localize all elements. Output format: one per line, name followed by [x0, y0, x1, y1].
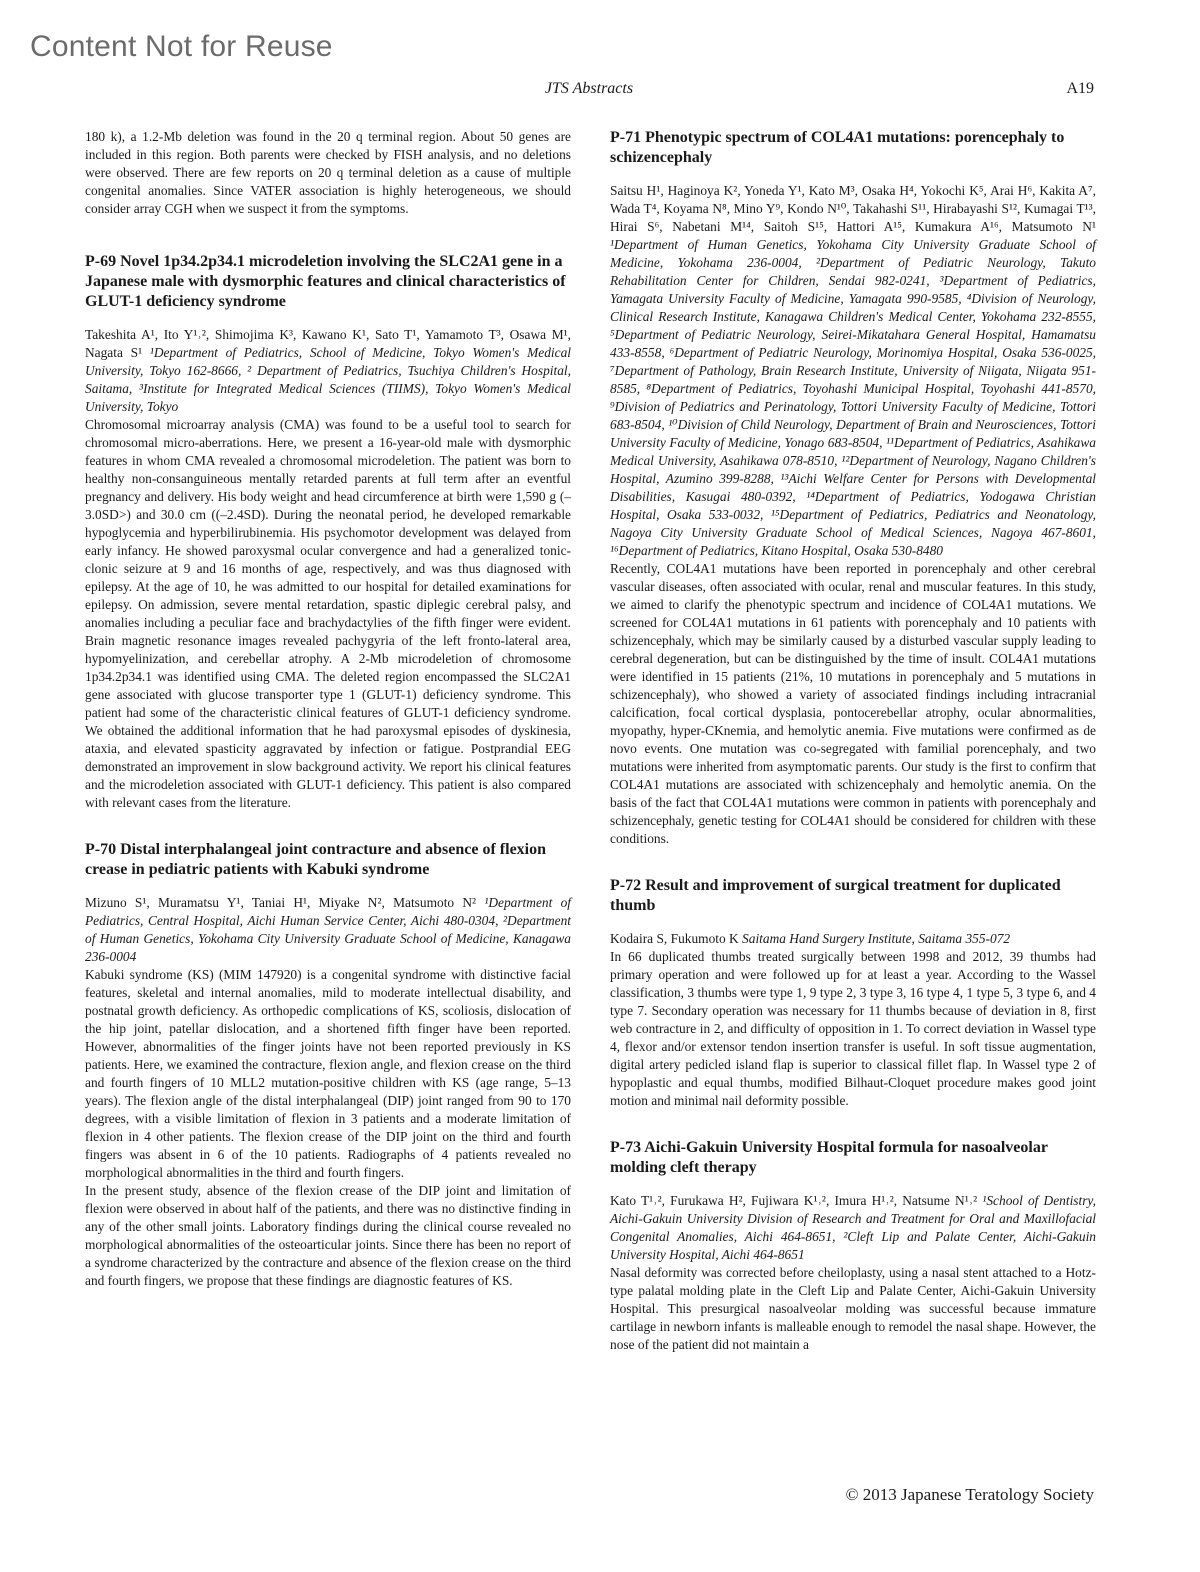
affiliation-list: ¹School of Dentistry, Aichi-Gakuin University Division of Research and Treatment for Oral and Maxillofacial Congenital Anomalies, Aichi 464-8651, ²Cleft Lip and Palate Center, Aichi-Gakuin University Hospital, Aichi 464-8651 [610, 1193, 1096, 1262]
abstract-body: Recently, COL4A1 mutations have been reported in porencephaly and other cerebral vascular diseases, often associated with ocular, renal and muscular features. In this study, we aimed to clarify the phenotypic spectrum and incidence of COL4A1 mutations. We screened for COL4A1 mutations in 61 patients with porencephaly and 10 patients with schizencephaly, which may be similarly caused by a disturbed vascular supply leading to cerebral degeneration, but can be distinguished by the time of insult. COL4A1 mutations were identified in 15 patients (21%, 10 mutations in porencephaly and 5 mutations in schizencephaly), who showed a variety of associated findings including intracranial calcification, focal cortical dysplasia, pontocerebellar atrophy, ocular abnormalities, myopathy, hyper-CKnemia, and hemolytic anemia. Five mutations were confirmed as de novo events. One mutation was co-segregated with familial porencephaly, and two mutations were inherited from asymptomatic parents. Our study is the first to confirm that COL4A1 mutations are associated with schizencephaly and hemolytic anemia. On the basis of the fact that COL4A1 mutations were common in patients with porencephaly and schizencephaly, genetic testing for COL4A1 should be considered for children with these conditions. [610, 561, 1096, 846]
running-header-journal: JTS Abstracts [544, 80, 634, 97]
abstract-p69 [85, 252, 571, 812]
author-list: Kodaira S, Fukumoto K [610, 931, 743, 946]
abstract-p71 [610, 128, 1096, 848]
abstract-authors [610, 1192, 1096, 1264]
affiliation-list: ¹Department of Pediatrics, Central Hospital, Aichi Human Service Center, Aichi 480-0304, ²Department of Human Genetics, Yokohama City University Graduate School of Medicine, Kanagawa 236-0004 [85, 895, 571, 964]
abstract-p73 [610, 1138, 1096, 1354]
abstract-authors [85, 326, 571, 416]
abstract-title: P-70 Distal interphalangeal joint contracture and absence of flexion crease in pediatric patients with Kabuki syndrome [85, 841, 547, 878]
abstract-p70 [85, 840, 571, 1290]
continued-abstract-text: 180 k), a 1.2-Mb deletion was found in the 20 q terminal region. About 50 genes are included in this region. Both parents were checked by FISH analysis, and no deletions were observed. There are few reports on 20 q terminal deletion as a cause of multiple congenital anomalies. Since VATER association is highly heterogeneous, we should consider array CGH when we suspect it from the symptoms. [85, 129, 571, 216]
page-number: A19 [1066, 80, 1094, 97]
abstract-title: P-72 Result and improvement of surgical treatment for duplicated thumb [610, 877, 1061, 914]
author-list: Mizuno S¹, Muramatsu Y¹, Taniai H¹, Miyake N², Matsumoto N² [85, 895, 485, 910]
abstract-title: P-69 Novel 1p34.2p34.1 microdeletion involving the SLC2A1 gene in a Japanese male with dysmorphic features and clinical characteristics of GLUT-1 deficiency syndrome [85, 253, 566, 310]
author-list: Takeshita A¹, Ito Y¹˒², Shimojima K³, Kawano K¹, Sato T¹, Yamamoto T³, Osawa M¹, Nagata S¹ [85, 327, 571, 360]
abstract-p72 [610, 876, 1096, 1110]
abstract-authors [610, 930, 1096, 948]
left-column [85, 128, 571, 1290]
right-column [610, 128, 1096, 1354]
abstract-body: Chromosomal microarray analysis (CMA) was found to be a useful tool to search for chromosomal micro-aberrations. Here, we present a 16-year-old male with dysmorphic features in whom CMA revealed a chromosomal microdeletion. The patient was born to healthy non-consanguineous mentally retarded parents at full term after an eventful pregnancy and delivery. His body weight and head circumference at birth were 1,590 g (–3.0SD>) and 30.0 cm ((–2.4SD). During the neonatal period, he developed remarkable hypoglycemia and hyperbilirubinemia. His psychomotor development was delayed from early infancy. He showed paroxysmal ocular convergence and had a generalized tonic-clonic seizure at 9 and 16 months of age, respectively, and was thus diagnosed with epilepsy. At the age of 10, he was admitted to our hospital for detailed examinations for epilepsy. On admission, severe mental retardation, spastic diplegic cerebral palsy, and anomalies including a peculiar face and brachydactylies of the fifth finger were evident. Brain magnetic resonance images revealed pachygyria of the left fronto-lateral area, hypomyelinization, and cerebellar atrophy. A 2-Mb microdeletion of chromosome 1p34.2p34.1 was identified using CMA. The deleted region encompassed the SLC2A1 gene associated with glucose transporter type 1 (GLUT-1) deficiency syndrome. This patient had some of the characteristic clinical features of GLUT-1 deficiency syndrome. We obtained the additional information that he had paroxysmal episodes of dyskinesia, ataxia, and elevated spasticity aggravated by infection or fatigue. Postprandial EEG demonstrated an improvement in slow background activity. We report his clinical features and the microdeletion associated with GLUT-1 deficiency. This patient is also compared with relevant cases from the literature. [85, 417, 571, 810]
author-list: Saitsu H¹, Haginoya K², Yoneda Y¹, Kato M³, Osaka H⁴, Yokochi K⁵, Arai H⁶, Kakita A⁷, Wada T⁴, Koyama N⁸, Mino Y⁹, Kondo N¹⁰, Takahashi S¹¹, Hirabayashi S¹², Kumagai T¹³, Hirai S⁶, Nabetani M¹⁴, Saitoh S¹⁵, Hattori A¹⁵, Kumakura A¹⁶, Matsumoto N¹ [610, 183, 1096, 234]
author-list: Kato T¹˒², Furukawa H², Fujiwara K¹˒², Imura H¹˒², Natsume N¹˒² [610, 1193, 983, 1208]
copyright-footer: © 2013 Japanese Teratology Society [845, 1485, 1094, 1504]
abstract-title: P-71 Phenotypic spectrum of COL4A1 mutations: porencephaly to schizencephaly [610, 129, 1065, 166]
abstract-authors [85, 894, 571, 966]
abstract-body: Nasal deformity was corrected before cheiloplasty, using a nasal stent attached to a Hotz-type palatal molding plate in the Cleft Lip and Palate Center, Aichi-Gakuin University Hospital. This presurgical nasoalveolar molding was successful because immature cartilage in newborn infants is malleable enough to remodel the nasal shape. However, the nose of the patient did not maintain a [610, 1265, 1096, 1352]
abstract-body-continued: In the present study, absence of the flexion crease of the DIP joint and limitation of flexion were observed in about half of the patients, and there was no distinctive finding in any of the other small joints. Laboratory findings during the clinical course revealed no morphological abnormalities of the osteoarticular joints. Since there has been no report of a syndrome characterized by the contracture and absence of the flexion crease on the third and fourth fingers, we propose that these findings are diagnostic features of KS. [85, 1183, 571, 1288]
affiliation-list: ¹Department of Pediatrics, School of Medicine, Tokyo Women's Medical University, Tokyo 162-8666, ² Department of Pediatrics, Tsuchiya Children's Hospital, Saitama, ³Institute for Integrated Medical Sciences (TIIMS), Tokyo Women's Medical University, Tokyo [85, 345, 571, 414]
abstract-body: In 66 duplicated thumbs treated surgically between 1998 and 2012, 39 thumbs had primary operation and were followed up for at least a year. According to the Wassel classification, 3 thumbs were type 1, 9 type 2, 3 type 3, 16 type 4, 1 type 5, 3 type 6, and 4 type 7. Secondary operation was necessary for 11 thumbs because of deviation in 8, first web contracture in 2, and difficulty of opposition in 1. To correct deviation in Wassel type 4, flexor and/or extensor tendon insertion transfer is useful. In soft tissue augmentation, digital artery pedicled island flap is superior to classical fillet flap. In Wassel type 2 of hypoplastic and equal thumbs, modified Bilhaut-Cloquet procedure makes good joint motion and minimal nail deformity possible. [610, 949, 1096, 1108]
affiliation-list: Saitama Hand Surgery Institute, Saitama 355-072 [742, 931, 1011, 946]
abstract-title: P-73 Aichi-Gakuin University Hospital formula for nasoalveolar molding cleft therapy [610, 1139, 1048, 1176]
affiliation-list: ¹Department of Human Genetics, Yokohama City University Graduate School of Medicine, Yokohama 236-0004, ²Department of Pediatric Neurology, Takuto Rehabilitation Center for Children, Sendai 982-0241, ³Department of Pediatrics, Yamagata University Faculty of Medicine, Yamagata 990-9585, ⁴Division of Neurology, Clinical Research Institute, Kanagawa Children's Medical Center, Yokohama 232-8555, ⁵Department of Pediatric Neurology, Seirei-Mikatahara General Hospital, Hamamatsu 433-8558, ⁶Department of Pediatric Neurology, Morinomiya Hospital, Osaka 536-0025, ⁷Department of Pathology, Brain Research Institute, University of Niigata, Niigata 951-8585, ⁸Department of Pediatrics, Toyohashi Municipal Hospital, Toyohashi 441-8570, ⁹Division of Pediatrics and Perinatology, Tottori University Faculty of Medicine, Tottori 683-8504, ¹⁰Division of Child Neurology, Department of Brain and Neurosciences, Tottori University Faculty of Medicine, Yonago 683-8504, ¹¹Department of Pediatrics, Asahikawa Medical University, Asahikawa 078-8510, ¹²Department of Neurology, Nagano Children's Hospital, Azumino 399-8288, ¹³Aichi Welfare Center for Persons with Developmental Disabilities, Kasugai 480-0392, ¹⁴Department of Pediatrics, Yodogawa Christian Hospital, Osaka 533-0032, ¹⁵Department of Pediatrics, Pediatrics and Neonatology, Nagoya City University Graduate School of Medical Sciences, Nagoya 467-8601, ¹⁶Department of Pediatrics, Kitano Hospital, Osaka 530-8480 [610, 237, 1096, 558]
abstract-body: Kabuki syndrome (KS) (MIM 147920) is a congenital syndrome with distinctive facial features, skeletal and internal anomalies, mild to moderate intellectual disability, and postnatal growth deficiency. As orthopedic complications of KS, scoliosis, dislocation of the hip joint, patellar dislocation, and a shortened fifth finger have been reported. However, abnormalities of the finger joints have not been reported previously in KS patients. Here, we examined the contracture, flexion angle, and flexion crease on the third and fourth fingers of 10 MLL2 mutation-positive children with KS (age range, 5–13 years). The flexion angle of the distal interphalangeal (DIP) joint ranged from 90 to 170 degrees, with a visible limitation of flexion in 3 patients and a moderate limitation of flexion in 4 other patients. The flexion crease of the DIP joint on the third and fourth fingers was absent in 6 of the 10 patients. Radiographs of 4 patients revealed no morphological abnormalities in the third and fourth fingers. [85, 967, 571, 1180]
watermark: Content Not for Reuse [30, 30, 333, 63]
abstract-authors [610, 182, 1096, 560]
